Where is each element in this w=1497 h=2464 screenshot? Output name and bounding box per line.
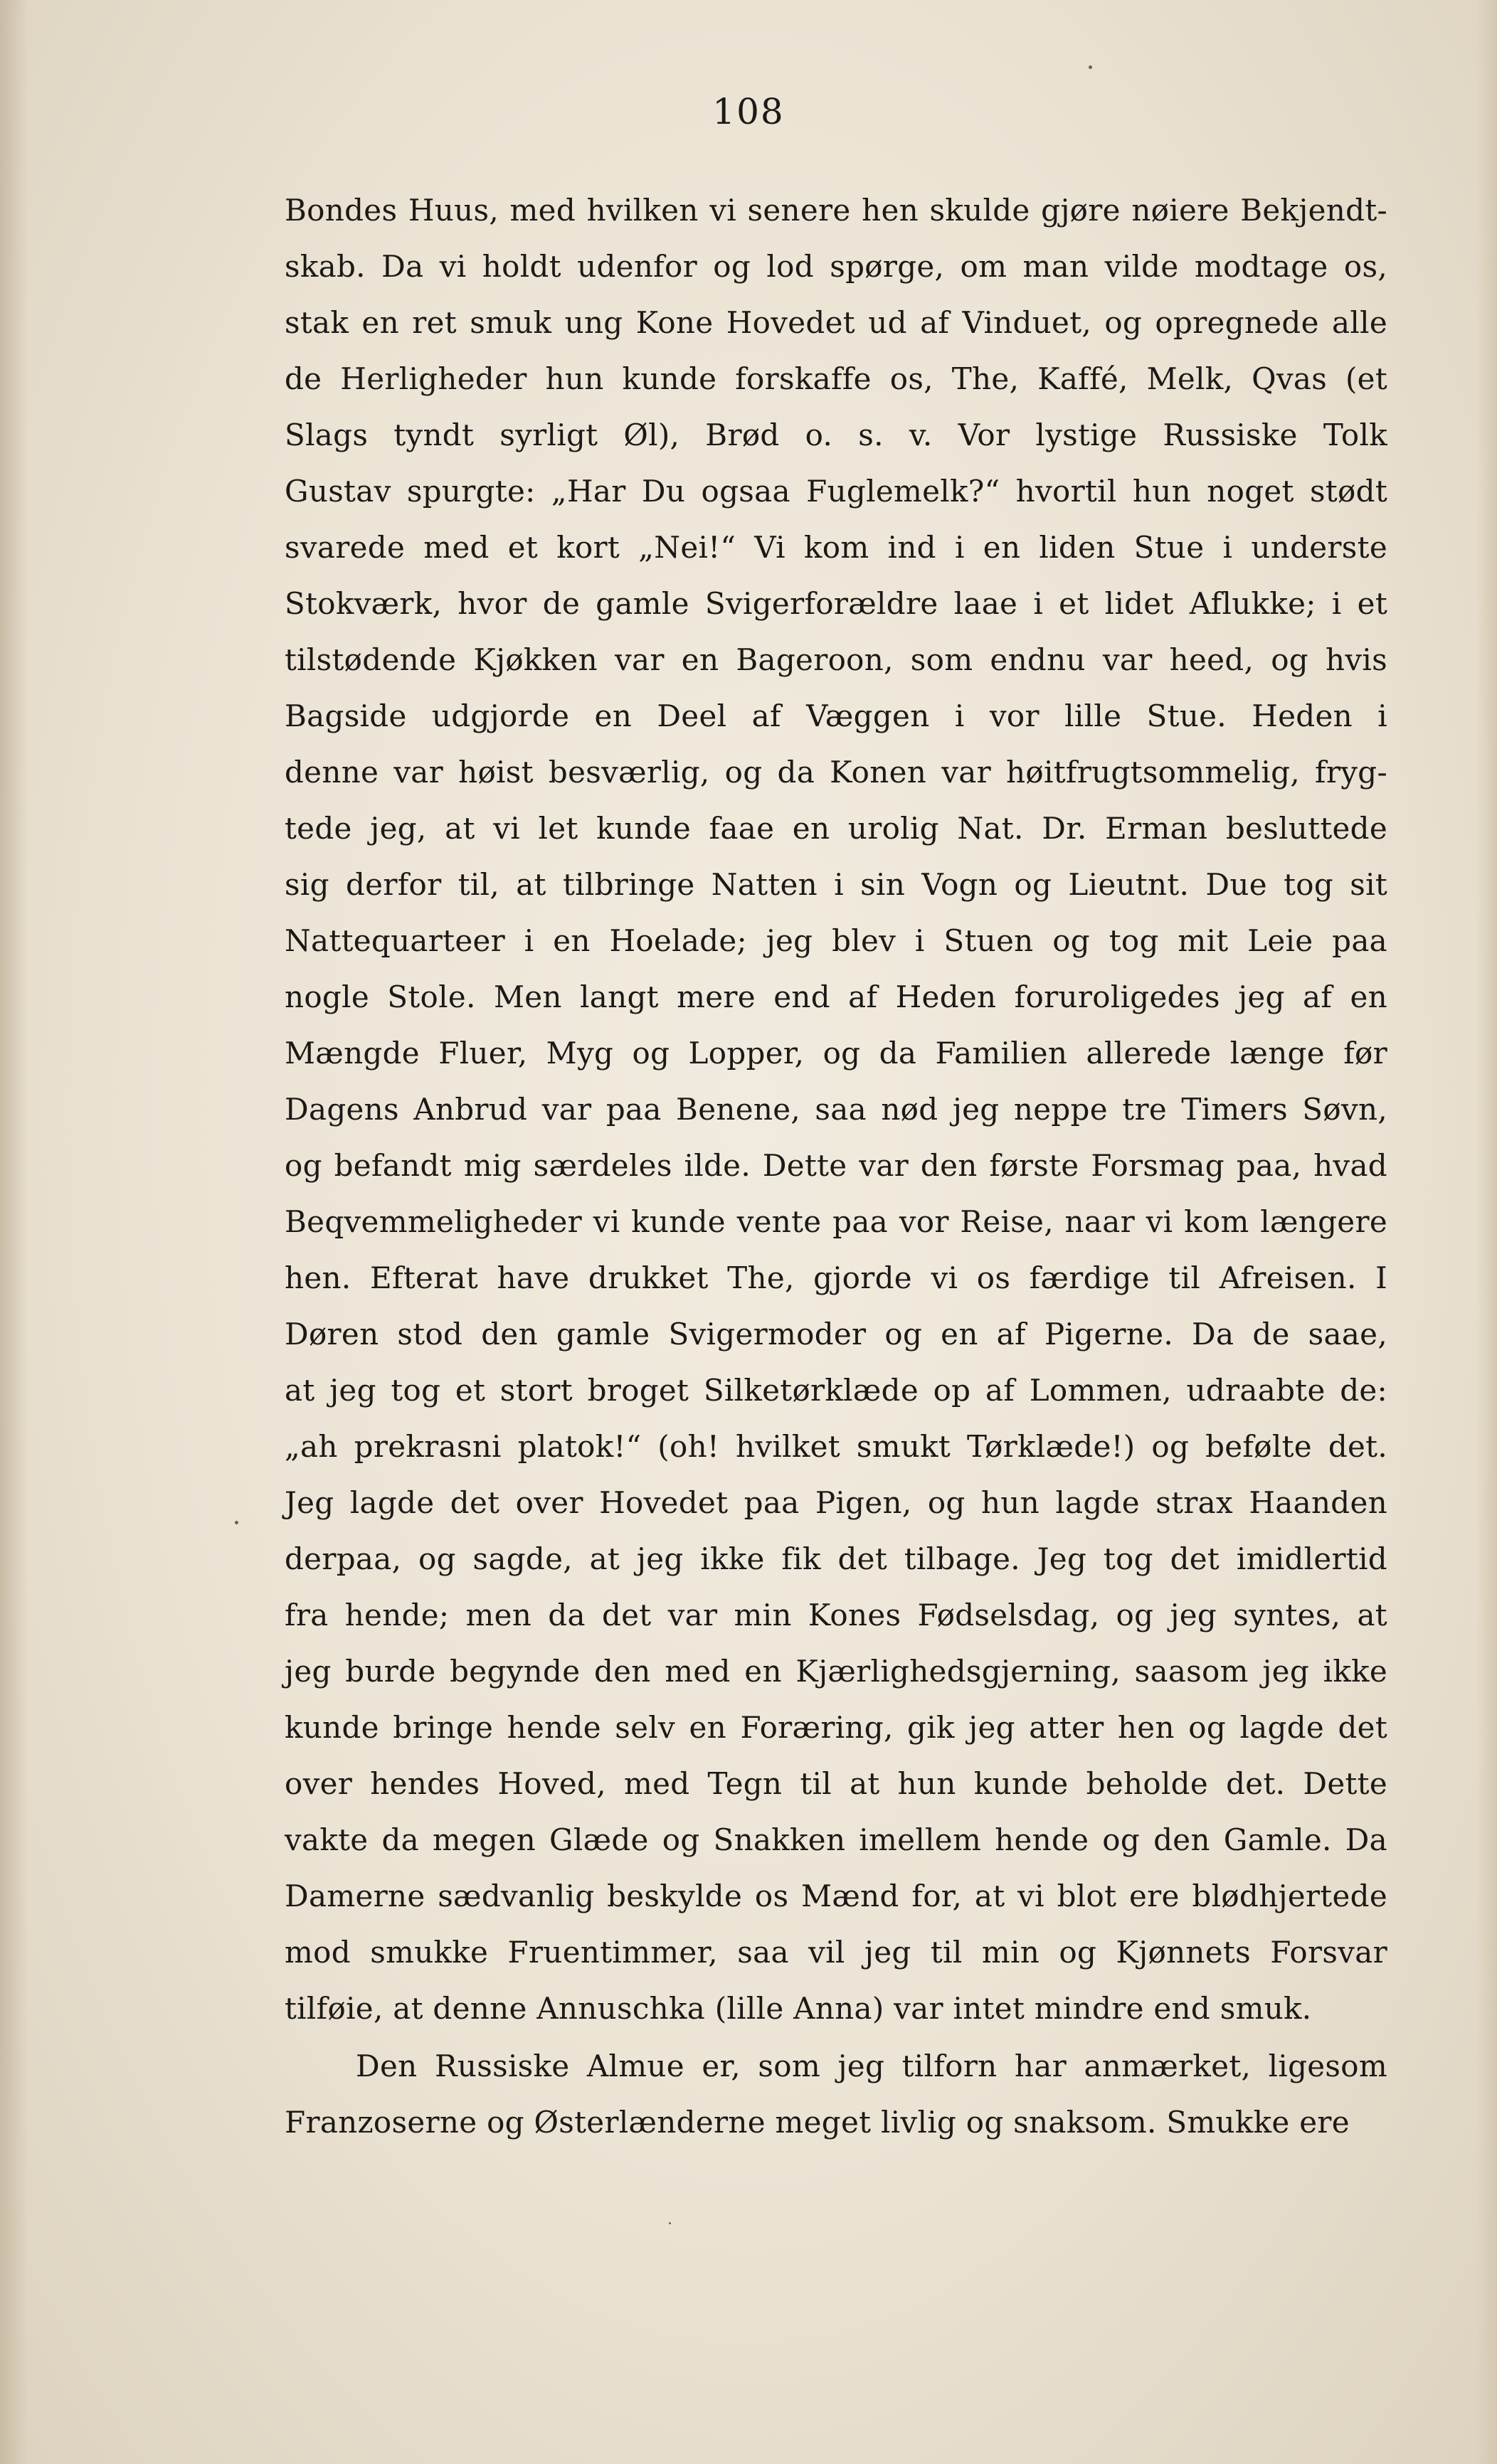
- text-line: de Herligheder hun kunde forskaffe os, The, Kaffé, Melk, Qvas (et: [285, 361, 1387, 396]
- text-line: Gustav spurgte: „Har Du ogsaa Fuglemelk?“ hvortil hun noget stødt: [285, 474, 1387, 509]
- paragraph: [285, 182, 1387, 2036]
- text-line: skab. Da vi holdt udenfor og lod spørge, om man vilde modtage os,: [285, 249, 1387, 284]
- paragraph: [285, 2038, 1387, 2150]
- paper-speck: [1089, 65, 1092, 69]
- text-line: tilføie, at denne Annuschka (lille Anna) var intet mindre end smuk.: [285, 1991, 1312, 2026]
- text-line: Franzoserne og Østerlænderne meget livlig og snaksom. Smukke ere: [285, 2105, 1350, 2140]
- text-line: „ah prekrasni platok!“ (oh! hvilket smukt Tørklæde!) og befølte det.: [285, 1429, 1387, 1464]
- text-line: tilstødende Kjøkken var en Bageroon, som endnu var heed, og hvis: [285, 642, 1387, 677]
- text-line: kunde bringe hende selv en Foræring, gik jeg atter hen og lagde det: [285, 1710, 1387, 1745]
- text-line: tede jeg, at vi let kunde faae en urolig Nat. Dr. Erman besluttede: [285, 811, 1387, 846]
- text-line: at jeg tog et stort broget Silketørklæde op af Lommen, udraabte de:: [285, 1373, 1387, 1408]
- text-line: Bagside udgjorde en Deel af Væggen i vor lille Stue. Heden i: [285, 699, 1387, 733]
- text-line: stak en ret smuk ung Kone Hovedet ud af Vinduet, og opregnede alle: [285, 305, 1387, 340]
- text-line: sig derfor til, at tilbringe Natten i sin Vogn og Lieutnt. Due tog sit: [285, 867, 1387, 902]
- text-line: hen. Efterat have drukket The, gjorde vi os færdige til Afreisen. I: [285, 1260, 1387, 1295]
- text-line: fra hende; men da det var min Kones Fødselsdag, og jeg syntes, at: [285, 1598, 1387, 1632]
- page-number: 108: [712, 91, 785, 132]
- text-line: Døren stod den gamle Svigermoder og en af Pigerne. Da de saae,: [285, 1317, 1387, 1352]
- text-line: svarede med et kort „Nei!“ Vi kom ind i en liden Stue i underste: [285, 530, 1387, 565]
- text-line: Dagens Anbrud var paa Benene, saa nød jeg neppe tre Timers Søvn,: [285, 1092, 1387, 1127]
- text-line: Beqvemmeligheder vi kunde vente paa vor Reise, naar vi kom længere: [285, 1204, 1387, 1239]
- text-line: Nattequarteer i en Hoelade; jeg blev i Stuen og tog mit Leie paa: [285, 923, 1387, 958]
- paper-speck: [235, 1521, 238, 1524]
- text-line: derpaa, og sagde, at jeg ikke fik det tilbage. Jeg tog det imidlertid: [285, 1541, 1387, 1576]
- text-line: mod smukke Fruentimmer, saa vil jeg til min og Kjønnets Forsvar: [285, 1935, 1387, 1970]
- text-line: Den Russiske Almue er, som jeg tilforn har anmærket, ligesom: [356, 2049, 1387, 2083]
- text-line: Jeg lagde det over Hovedet paa Pigen, og hun lagde strax Haanden: [285, 1485, 1387, 1520]
- body-text: [285, 182, 1387, 2150]
- text-line: Slags tyndt syrligt Øl), Brød o. s. v. Vor lystige Russiske Tolk: [285, 418, 1387, 452]
- text-line: vakte da megen Glæde og Snakken imellem hende og den Gamle. Da: [285, 1822, 1387, 1857]
- text-line: Bondes Huus, med hvilken vi senere hen skulde gjøre nøiere Bekjendt-: [285, 193, 1387, 228]
- text-line: Stokværk, hvor de gamle Svigerforældre laae i et lidet Aflukke; i et: [285, 586, 1387, 621]
- text-line: nogle Stole. Men langt mere end af Heden foruroligedes jeg af en: [285, 979, 1387, 1014]
- text-line: Mængde Fluer, Myg og Lopper, og da Familien allerede længe før: [285, 1036, 1387, 1071]
- text-line: og befandt mig særdeles ilde. Dette var den første Forsmag paa, hvad: [285, 1148, 1387, 1183]
- text-line: jeg burde begynde den med en Kjærlighedsgjerning, saasom jeg ikke: [285, 1654, 1387, 1689]
- text-line: Damerne sædvanlig beskylde os Mænd for, at vi blot ere blødhjertede: [285, 1879, 1387, 1913]
- paper-speck: [669, 2222, 671, 2224]
- text-line: over hendes Hoved, med Tegn til at hun kunde beholde det. Dette: [285, 1766, 1387, 1801]
- text-line: denne var høist besværlig, og da Konen var høitfrugtsommelig, fryg-: [285, 755, 1387, 790]
